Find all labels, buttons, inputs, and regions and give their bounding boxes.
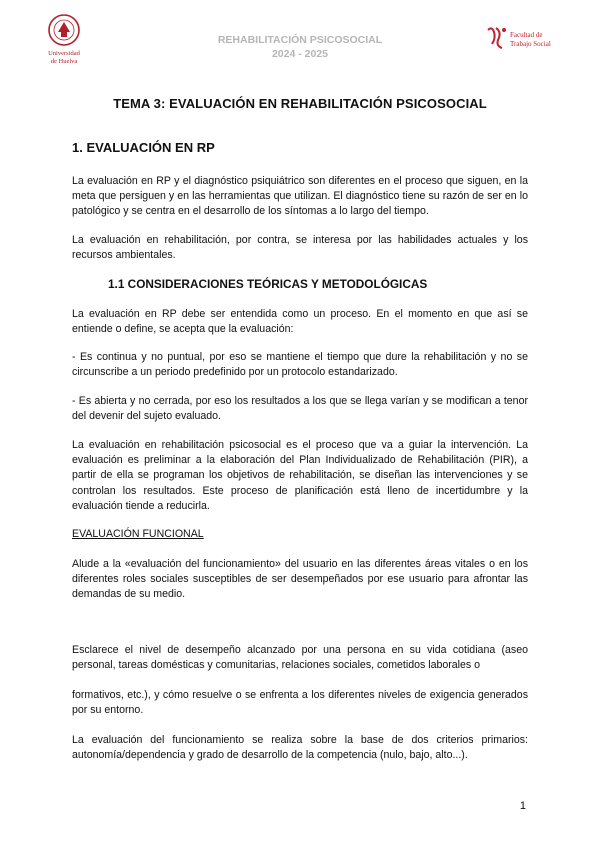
paragraph-7: formativos, etc.), y cómo resuelve o se enfrenta a los diferentes niveles de exigencia generados por su entorno. (72, 689, 528, 717)
running-header (150, 33, 450, 61)
functional-evaluation-heading: EVALUACIÓN FUNCIONAL (72, 528, 204, 540)
paragraph-1: La evaluación en RP y el diagnóstico psiquiátrico son diferentes en el proceso que siguen, en la meta que persiguen y en las herramientas que utilizan. El diagnóstico tiene su razón de ser en lo patológico y se centra en el desarrollo de los síntomas a lo largo del tiempo. (72, 175, 528, 218)
paragraph-5: Alude a la «evaluación del funcionamiento» del usuario en las diferentes áreas vitales o en los diferentes roles sociales susceptibles de ser desempeñados por ese usuario para afrontar las demandas de su medio. (72, 558, 528, 601)
faculty-logo (484, 24, 576, 52)
bullet-item-2: - Es abierta y no cerrada, por eso los resultados a los que se llega varían y se modifican a tenor del devenir del sujeto evaluado. (72, 395, 528, 423)
document-title: TEMA 3: EVALUACIÓN EN REHABILITACIÓN PSICOSOCIAL (113, 96, 487, 111)
paragraph-2: La evaluación en rehabilitación, por contra, se interesa por las habilidades actuales y los recursos ambientales. (72, 234, 528, 262)
paragraph-8: La evaluación del funcionamiento se realiza sobre la base de dos criterios primarios: autonomía/dependencia y grado de desarrollo de la competencia (nulo, bajo, alto...). (72, 734, 528, 762)
subsection-heading: 1.1 CONSIDERACIONES TEÓRICAS Y METODOLÓGICAS (108, 277, 428, 291)
university-logo (42, 10, 86, 68)
header-title: REHABILITACIÓN PSICOSOCIAL (217, 34, 383, 46)
header-year: 2024 - 2025 (271, 48, 329, 60)
page-number: 1 (519, 800, 526, 812)
logo-left-line-2: de Huelva (50, 58, 78, 65)
paragraph-4: La evaluación en rehabilitación psicosocial es el proceso que va a guiar la intervención. La evaluación es preliminar a la elaboración del Plan Individualizado de Rehabilitación (PIR), a partir de ella se programan los objetivos de rehabilitación, se diseñan las intervenciones y se controlan los resultados. Este proceso de planificación está lleno de incertidumbre y la evaluación tiende a reducirla. (72, 439, 528, 512)
section-heading: 1. EVALUACIÓN EN RP (72, 140, 215, 155)
logo-right-line-1: Facultad de (510, 31, 543, 39)
paragraph-3: La evaluación en RP debe ser entendida como un proceso. En el momento en que así se entiende o define, se acepta que la evaluación: (72, 308, 528, 336)
bullet-item-1: - Es continua y no puntual, por eso se mantiene el tiempo que dure la rehabilitación y no se circunscribe a un periodo predefinido por un protocolo estandarizado. (72, 351, 528, 379)
logo-right-line-2: Trabajo Social (510, 40, 551, 48)
logo-left-line-1: Universidad (48, 50, 80, 57)
paragraph-6: Esclarece el nivel de desempeño alcanzado por una persona en su vida cotidiana (aseo personal, tareas domésticas y comunitarias, relaciones sociales, cometidos laborales o (72, 644, 528, 672)
